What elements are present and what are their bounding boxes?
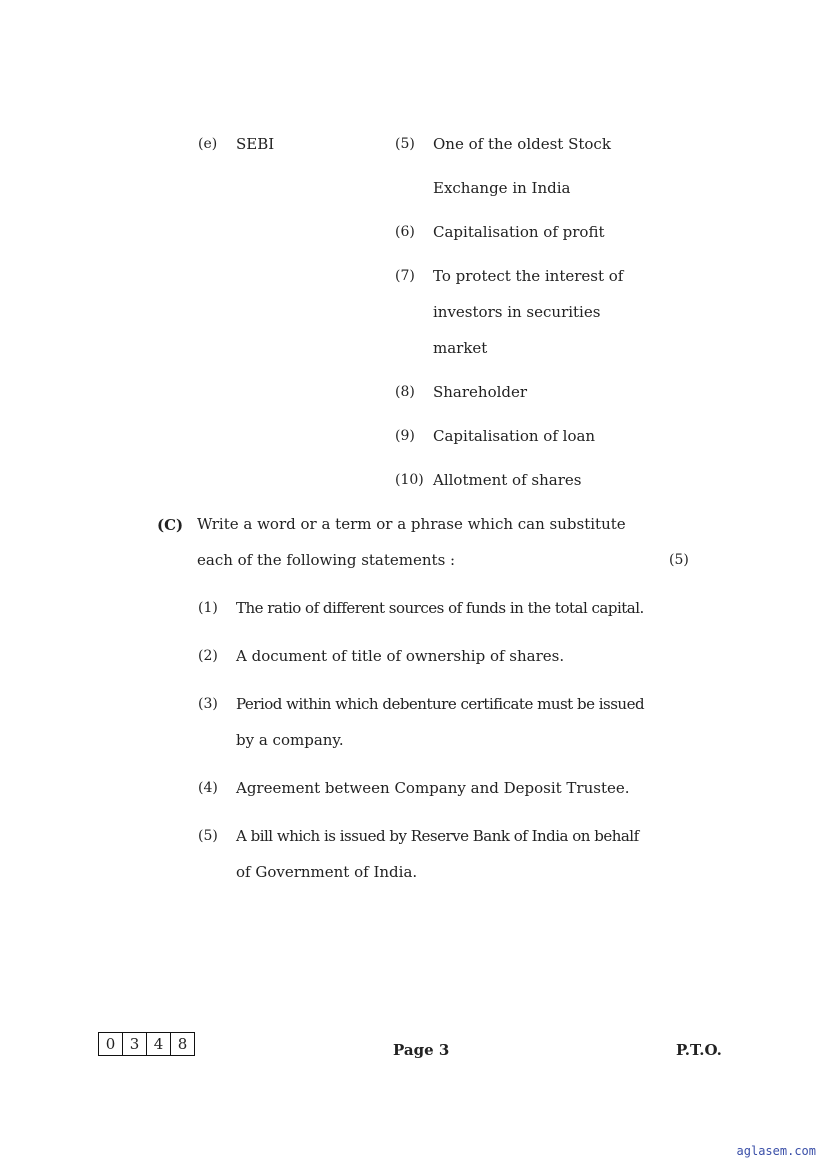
option-text: Exchange in India <box>433 179 571 197</box>
code-digit: 0 <box>99 1033 123 1055</box>
question-text: of Government of India. <box>236 863 418 881</box>
option-number: (10) <box>395 472 424 488</box>
option-text: Allotment of shares <box>433 471 582 489</box>
page-number: Page 3 <box>393 1041 450 1059</box>
code-digit: 4 <box>147 1033 171 1055</box>
option-text: market <box>433 339 488 357</box>
option-text: investors in securities <box>433 303 601 321</box>
option-number: (7) <box>395 268 415 284</box>
question-number: (4) <box>198 780 218 796</box>
item-e-term: SEBI <box>236 135 275 153</box>
option-number: (8) <box>395 384 415 400</box>
option-text: Capitalisation of profit <box>433 223 605 241</box>
question-text: Agreement between Company and Deposit Trustee. <box>236 779 630 797</box>
option-text: Capitalisation of loan <box>433 427 596 445</box>
section-c-instruction: each of the following statements : <box>197 551 456 569</box>
item-e-label: (e) <box>198 136 218 152</box>
question-number: (1) <box>198 600 218 616</box>
paper-code-boxes <box>98 1032 195 1056</box>
question-text: A document of title of ownership of shares. <box>236 647 565 665</box>
question-text: by a company. <box>236 731 344 749</box>
section-c-instruction: Write a word or a term or a phrase which can substitute <box>197 515 626 533</box>
question-text: The ratio of different sources of funds in the total capital. <box>236 599 644 617</box>
watermark-link[interactable]: aglasem.com <box>736 1144 816 1158</box>
option-number: (5) <box>395 136 415 152</box>
question-number: (3) <box>198 696 218 712</box>
option-number: (9) <box>395 428 415 444</box>
question-text: A bill which is issued by Reserve Bank of India on behalf <box>236 827 639 845</box>
option-number: (6) <box>395 224 415 240</box>
code-digit: 3 <box>123 1033 147 1055</box>
option-text: One of the oldest Stock <box>433 135 611 153</box>
pto-label: P.T.O. <box>676 1041 722 1059</box>
option-text: To protect the interest of <box>433 267 624 285</box>
question-text: Period within which debenture certificate must be issued <box>236 695 645 713</box>
option-text: Shareholder <box>433 383 528 401</box>
code-digit: 8 <box>177 1035 188 1053</box>
section-c-marks: (5) <box>669 552 689 568</box>
question-number: (5) <box>198 828 218 844</box>
question-number: (2) <box>198 648 218 664</box>
section-c-label: (C) <box>157 516 184 534</box>
